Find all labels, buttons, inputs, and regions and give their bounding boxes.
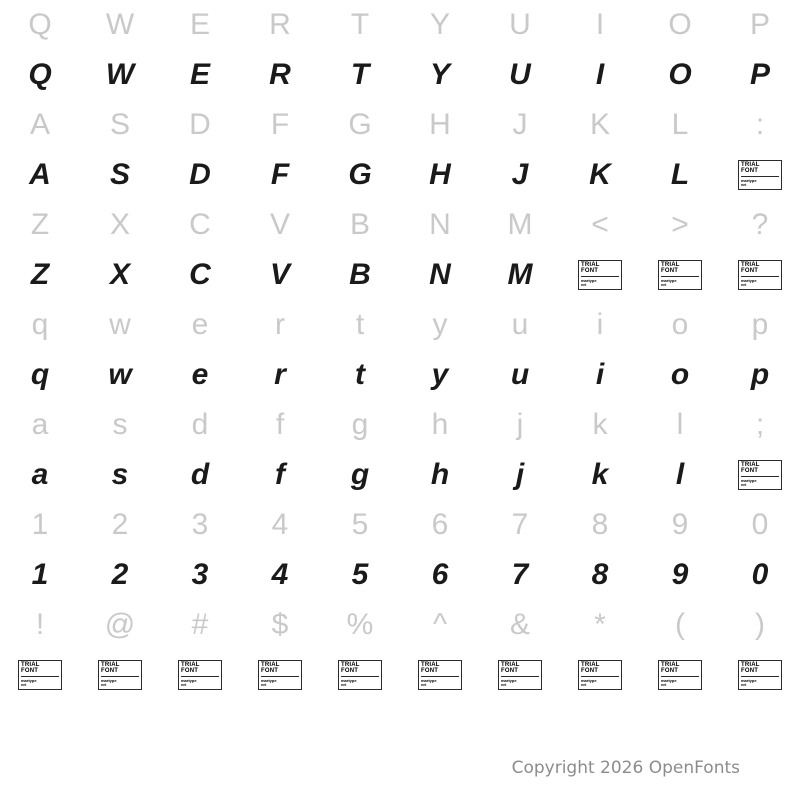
glyph-cell: a	[31, 408, 49, 441]
glyph-cell: U	[509, 58, 531, 91]
trial-font-watermark	[720, 650, 800, 700]
glyph-cell: t	[355, 308, 365, 341]
glyph-cell: y	[431, 358, 449, 391]
glyph-cell: ?	[751, 208, 769, 241]
trial-font-watermark	[320, 650, 400, 700]
trial-line-2: FONT	[741, 168, 759, 174]
trial-line-3: martype	[661, 276, 699, 283]
trial-font-watermark	[480, 650, 560, 700]
glyph-cell: V	[269, 208, 290, 241]
glyph-cell: A	[29, 108, 50, 141]
glyph-cell: Z	[30, 208, 50, 241]
glyph-row-reference	[0, 600, 800, 650]
trial-line-1: TRIAL	[341, 662, 360, 668]
trial-line-1: TRIAL	[661, 262, 680, 268]
trial-line-2: FONT	[101, 668, 119, 674]
trial-line-2: FONT	[341, 668, 359, 674]
glyph-cell: L	[670, 158, 690, 191]
glyph-cell: ;	[755, 408, 765, 441]
trial-font-badge	[18, 660, 62, 690]
glyph-cell: C	[189, 208, 211, 241]
trial-font-badge	[498, 660, 542, 690]
trial-line-1: TRIAL	[741, 662, 760, 668]
glyph-cell: p	[750, 358, 770, 391]
glyph-cell: l	[675, 458, 685, 491]
trial-line-3: martype	[581, 676, 619, 683]
trial-line-1: TRIAL	[21, 662, 40, 668]
glyph-cell: P	[749, 58, 770, 91]
glyph-cell: X	[109, 208, 130, 241]
trial-line-4: net	[101, 683, 107, 687]
glyph-cell: R	[269, 8, 291, 41]
trial-line-3: martype	[261, 676, 299, 683]
glyph-cell: d	[191, 408, 209, 441]
glyph-cell: S	[109, 158, 130, 191]
glyph-row-sample	[0, 150, 800, 200]
glyph-cell: B	[349, 258, 371, 291]
glyph-cell: Q	[28, 58, 52, 91]
glyph-cell: j	[515, 458, 525, 491]
glyph-cell: W	[105, 58, 135, 91]
trial-line-1: TRIAL	[501, 662, 520, 668]
glyph-cell: d	[190, 458, 210, 491]
glyph-cell: N	[429, 208, 451, 241]
trial-font-badge	[738, 460, 782, 490]
glyph-cell: G	[348, 108, 372, 141]
glyph-cell: 4	[271, 508, 289, 541]
trial-line-1: TRIAL	[741, 262, 760, 268]
glyph-cell: )	[755, 608, 765, 641]
glyph-row-reference	[0, 500, 800, 550]
glyph-cell: l	[676, 408, 684, 441]
trial-line-1: TRIAL	[421, 662, 440, 668]
trial-line-2: FONT	[661, 668, 679, 674]
glyph-cell: w	[109, 308, 131, 341]
glyph-cell: g	[350, 458, 370, 491]
trial-line-1: TRIAL	[581, 662, 600, 668]
glyph-row-reference	[0, 300, 800, 350]
trial-line-3: martype	[741, 676, 779, 683]
glyph-cell: !	[35, 608, 45, 641]
glyph-cell: ^	[432, 608, 448, 641]
trial-line-4: net	[741, 283, 747, 287]
glyph-cell: K	[589, 158, 611, 191]
trial-font-badge	[178, 660, 222, 690]
glyph-cell: V	[269, 258, 290, 291]
trial-line-1: TRIAL	[661, 662, 680, 668]
glyph-cell: (	[675, 608, 685, 641]
glyph-cell: r	[274, 358, 286, 391]
glyph-cell: t	[355, 358, 365, 391]
glyph-cell: 7	[511, 558, 529, 591]
trial-line-1: TRIAL	[261, 662, 280, 668]
glyph-cell: h	[431, 408, 449, 441]
glyph-cell: :	[755, 108, 765, 141]
glyph-cell: u	[511, 308, 529, 341]
glyph-cell: F	[270, 108, 290, 141]
trial-line-3: martype	[501, 676, 539, 683]
glyph-cell: o	[671, 308, 689, 341]
trial-line-1: TRIAL	[741, 462, 760, 468]
glyph-row-sample	[0, 350, 800, 400]
trial-line-3: martype	[181, 676, 219, 683]
glyph-cell: k	[591, 458, 609, 491]
trial-line-3: martype	[661, 676, 699, 683]
glyph-cell: 2	[111, 508, 129, 541]
glyph-cell: u	[510, 358, 530, 391]
glyph-cell: 1	[31, 558, 49, 591]
trial-line-4: net	[741, 183, 747, 187]
glyph-row-sample	[0, 50, 800, 100]
glyph-row-reference	[0, 400, 800, 450]
glyph-cell: 9	[671, 558, 689, 591]
glyph-cell: y	[432, 308, 448, 341]
trial-font-watermark	[160, 650, 240, 700]
trial-line-3: martype	[101, 676, 139, 683]
trial-line-2: FONT	[741, 268, 759, 274]
trial-font-watermark	[560, 250, 640, 300]
trial-font-watermark	[720, 450, 800, 500]
glyph-cell: 4	[271, 558, 289, 591]
trial-font-watermark	[640, 250, 720, 300]
trial-line-2: FONT	[741, 668, 759, 674]
glyph-cell: 5	[351, 558, 369, 591]
glyph-cell: 0	[751, 558, 769, 591]
trial-line-2: FONT	[661, 268, 679, 274]
glyph-cell: o	[670, 358, 690, 391]
glyph-cell: 7	[511, 508, 529, 541]
glyph-cell: U	[509, 8, 531, 41]
trial-font-badge	[338, 660, 382, 690]
glyph-cell: B	[349, 208, 370, 241]
glyph-cell: P	[749, 8, 770, 41]
trial-font-watermark	[720, 250, 800, 300]
glyph-cell: 6	[431, 558, 449, 591]
glyph-cell: g	[351, 408, 369, 441]
trial-font-watermark	[400, 650, 480, 700]
glyph-cell: i	[595, 358, 605, 391]
trial-font-watermark	[80, 650, 160, 700]
glyph-cell: <	[591, 208, 609, 241]
glyph-cell: %	[346, 608, 374, 641]
trial-line-1: TRIAL	[181, 662, 200, 668]
glyph-cell: h	[430, 458, 450, 491]
glyph-cell: 2	[111, 558, 129, 591]
glyph-cell: W	[105, 8, 135, 41]
glyph-cell: S	[109, 108, 130, 141]
glyph-cell: f	[275, 458, 285, 491]
trial-line-2: FONT	[501, 668, 519, 674]
glyph-cell: *	[594, 608, 606, 641]
glyph-cell: 8	[591, 508, 609, 541]
trial-font-badge	[98, 660, 142, 690]
trial-line-2: FONT	[581, 268, 599, 274]
glyph-cell: i	[596, 308, 604, 341]
glyph-cell: 5	[351, 508, 369, 541]
glyph-row-sample	[0, 250, 800, 300]
glyph-cell: E	[189, 8, 210, 41]
trial-font-badge	[258, 660, 302, 690]
glyph-cell: Y	[429, 58, 450, 91]
trial-font-badge	[578, 260, 622, 290]
glyph-cell: M	[507, 208, 533, 241]
glyph-row-reference	[0, 100, 800, 150]
trial-line-4: net	[501, 683, 507, 687]
glyph-cell: w	[108, 358, 132, 391]
glyph-cell: 8	[591, 558, 609, 591]
trial-line-4: net	[181, 683, 187, 687]
trial-line-2: FONT	[21, 668, 39, 674]
glyph-cell: q	[31, 308, 49, 341]
trial-line-3: martype	[741, 476, 779, 483]
glyph-cell: X	[109, 258, 130, 291]
glyph-cell: 3	[191, 558, 209, 591]
trial-font-badge	[418, 660, 462, 690]
glyph-cell: G	[348, 158, 372, 191]
trial-line-1: TRIAL	[581, 262, 600, 268]
glyph-row-sample	[0, 650, 800, 700]
trial-font-watermark	[720, 150, 800, 200]
glyph-cell: A	[29, 158, 51, 191]
trial-line-2: FONT	[261, 668, 279, 674]
trial-font-badge	[738, 260, 782, 290]
trial-line-3: martype	[341, 676, 379, 683]
glyph-cell: &	[509, 608, 530, 641]
trial-line-4: net	[581, 683, 587, 687]
glyph-cell: Z	[30, 258, 50, 291]
glyph-cell: E	[189, 58, 210, 91]
glyph-row-sample	[0, 450, 800, 500]
glyph-cell: I	[595, 58, 605, 91]
glyph-cell: D	[189, 158, 211, 191]
glyph-cell: T	[350, 58, 370, 91]
trial-font-watermark	[640, 650, 720, 700]
trial-line-4: net	[741, 683, 747, 687]
glyph-cell: Y	[429, 8, 450, 41]
glyph-cell: r	[275, 308, 285, 341]
trial-line-4: net	[741, 483, 747, 487]
glyph-cell: N	[429, 258, 451, 291]
glyph-cell: #	[191, 608, 209, 641]
glyph-cell: L	[671, 108, 689, 141]
glyph-cell: Q	[28, 8, 52, 41]
glyph-cell: I	[595, 8, 605, 41]
glyph-cell: 6	[431, 508, 449, 541]
trial-font-watermark	[240, 650, 320, 700]
trial-font-badge	[738, 160, 782, 190]
glyph-cell: 0	[751, 508, 769, 541]
trial-line-4: net	[581, 283, 587, 287]
glyph-cell: @	[104, 608, 136, 641]
trial-line-4: net	[341, 683, 347, 687]
glyph-cell: H	[429, 108, 451, 141]
trial-line-4: net	[661, 283, 667, 287]
glyph-row-reference	[0, 0, 800, 50]
glyph-row-sample	[0, 550, 800, 600]
trial-font-badge	[658, 260, 702, 290]
glyph-cell: s	[111, 458, 129, 491]
glyph-cell: 1	[31, 508, 49, 541]
trial-line-1: TRIAL	[741, 162, 760, 168]
trial-font-badge	[658, 660, 702, 690]
glyph-cell: J	[511, 158, 529, 191]
trial-line-2: FONT	[581, 668, 599, 674]
glyph-cell: e	[191, 308, 209, 341]
glyph-cell: J	[512, 108, 528, 141]
trial-line-3: martype	[741, 176, 779, 183]
glyph-cell: a	[31, 458, 49, 491]
glyph-cell: H	[429, 158, 451, 191]
trial-line-2: FONT	[741, 468, 759, 474]
trial-line-3: martype	[581, 276, 619, 283]
copyright-notice: Copyright 2026 OpenFonts	[511, 758, 740, 778]
glyph-cell: O	[668, 58, 692, 91]
trial-line-4: net	[261, 683, 267, 687]
glyph-cell: >	[671, 208, 689, 241]
glyph-cell: O	[668, 8, 692, 41]
glyph-cell: $	[271, 608, 289, 641]
glyph-cell: f	[275, 408, 285, 441]
trial-line-4: net	[21, 683, 27, 687]
trial-font-watermark	[0, 650, 80, 700]
trial-font-watermark	[560, 650, 640, 700]
glyph-cell: e	[191, 358, 209, 391]
trial-font-badge	[578, 660, 622, 690]
trial-line-4: net	[661, 683, 667, 687]
glyph-cell: M	[507, 258, 533, 291]
trial-line-3: martype	[21, 676, 59, 683]
trial-line-2: FONT	[181, 668, 199, 674]
glyph-cell: F	[270, 158, 290, 191]
glyph-cell: k	[592, 408, 608, 441]
glyph-cell: q	[30, 358, 50, 391]
trial-font-badge	[738, 660, 782, 690]
glyph-cell: D	[189, 108, 211, 141]
trial-line-3: martype	[741, 276, 779, 283]
trial-line-4: net	[421, 683, 427, 687]
trial-line-3: martype	[421, 676, 459, 683]
glyph-cell: R	[269, 58, 291, 91]
trial-line-1: TRIAL	[101, 662, 120, 668]
glyph-cell: s	[112, 408, 128, 441]
trial-line-2: FONT	[421, 668, 439, 674]
glyph-cell: j	[516, 408, 524, 441]
glyph-cell: 9	[671, 508, 689, 541]
glyph-cell: K	[589, 108, 610, 141]
glyph-row-reference	[0, 200, 800, 250]
glyph-cell: T	[350, 8, 370, 41]
glyph-cell: C	[189, 258, 211, 291]
glyph-cell: 3	[191, 508, 209, 541]
glyph-cell: p	[751, 308, 769, 341]
